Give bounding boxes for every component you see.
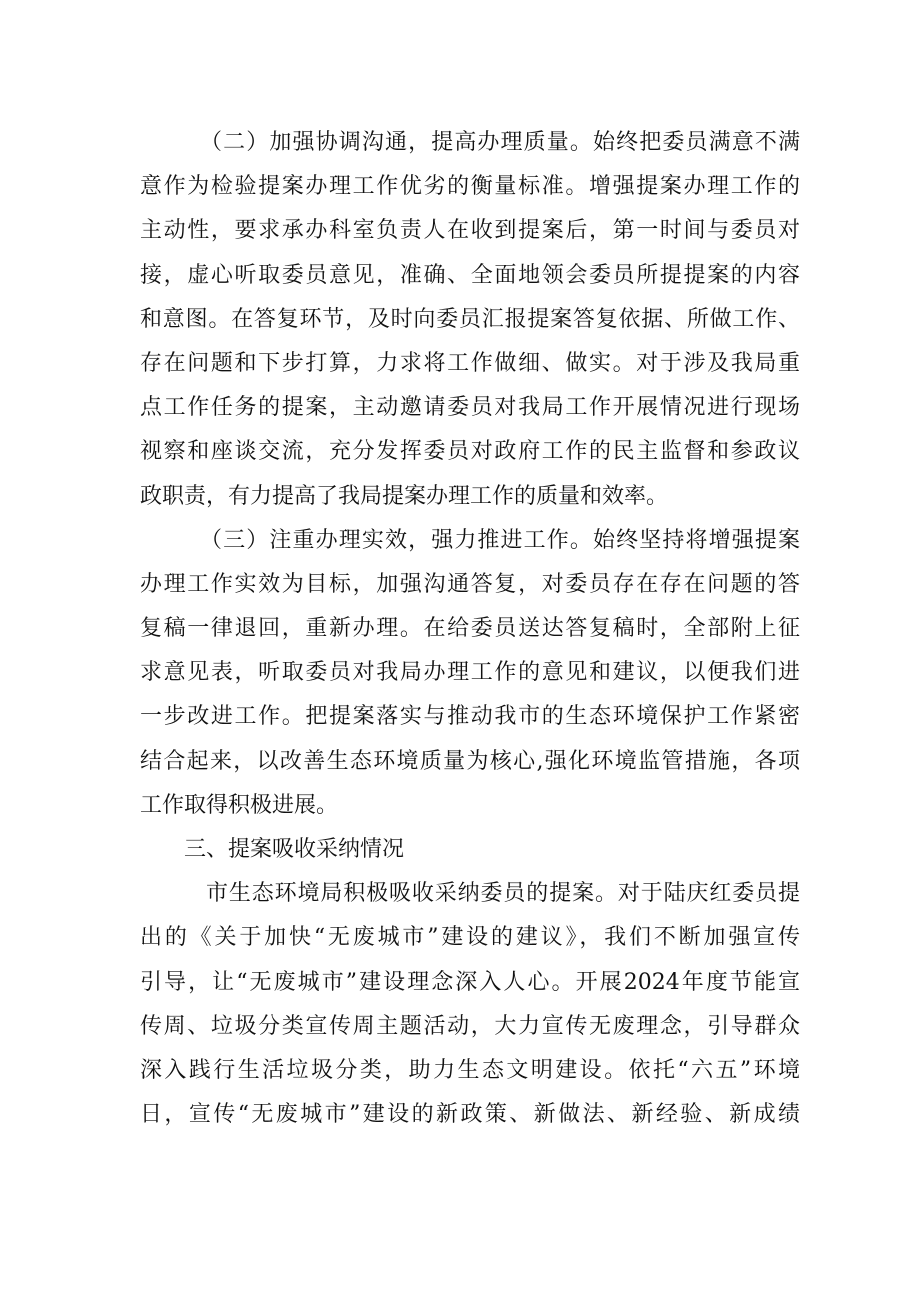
paragraph-line: 和意图。在答复环节，及时向委员汇报提案答复依据、所做工作、 (140, 306, 800, 332)
paragraph-line: 深入践行生活垃圾分类，助力生态文明建设。依托“六五”环境 (140, 1057, 800, 1083)
document-body (140, 121, 800, 1137)
paragraph-line: 出的《关于加快“无废城市”建设的建议》，我们不断加强宣传 (140, 925, 800, 951)
paragraph-line: 一步改进工作。把提案落实与推动我市的生态环境保护工作紧密 (140, 704, 800, 730)
paragraph-line: （三）注重办理实效，强力推进工作。始终坚持将增强提案 (200, 527, 800, 553)
paragraph-line: （二）加强协调沟通，提高办理质量。始终把委员满意不满 (200, 130, 800, 155)
section-heading: 三、提案吸收采纳情况 (184, 837, 405, 862)
paragraph-line: 意作为检验提案办理工作优劣的衡量标准。增强提案办理工作的 (140, 174, 800, 200)
paragraph-line: 存在问题和下步打算，力求将工作做细、做实。对于涉及我局重 (140, 350, 800, 376)
paragraph-line: 政职责，有力提高了我局提案办理工作的质量和效率。 (140, 483, 669, 509)
paragraph-line: 工作取得积极进展。 (140, 792, 339, 818)
paragraph-line: 点工作任务的提案，主动邀请委员对我局工作开展情况进行现场 (140, 395, 800, 421)
paragraph-line: 办理工作实效为目标，加强沟通答复，对委员存在存在问题的答 (140, 571, 800, 597)
paragraph-line: 引导，让“无废城市”建设理念深入人心。开展2024年度节能宣 (140, 969, 800, 995)
paragraph-line: 结合起来，以改善生态环境质量为核心,强化环境监管措施，各项 (140, 748, 800, 774)
paragraph-line: 求意见表，听取委员对我局办理工作的意见和建议，以便我们进 (140, 660, 800, 686)
paragraph-line: 视察和座谈交流，充分发挥委员对政府工作的民主监督和参政议 (140, 439, 800, 465)
paragraph-line: 主动性，要求承办科室负责人在收到提案后，第一时间与委员对 (140, 218, 800, 244)
paragraph-line: 传周、垃圾分类宣传周主题活动，大力宣传无废理念，引导群众 (140, 1013, 800, 1039)
paragraph-coordination (140, 121, 800, 519)
paragraph-line: 日，宣传“无废城市”建设的新政策、新做法、新经验、新成绩 (140, 1102, 800, 1128)
paragraph-line: 市生态环境局积极吸收采纳委员的提案。对于陆庆红委员提 (206, 881, 800, 907)
paragraph-adoption (140, 872, 800, 1137)
paragraph-line: 复稿一律退回，重新办理。在给委员送达答复稿时，全部附上征 (140, 616, 800, 642)
paragraph-effectiveness (140, 519, 800, 828)
paragraph-line: 接，虚心听取委员意见，准确、全面地领会委员所提提案的内容 (140, 262, 800, 288)
